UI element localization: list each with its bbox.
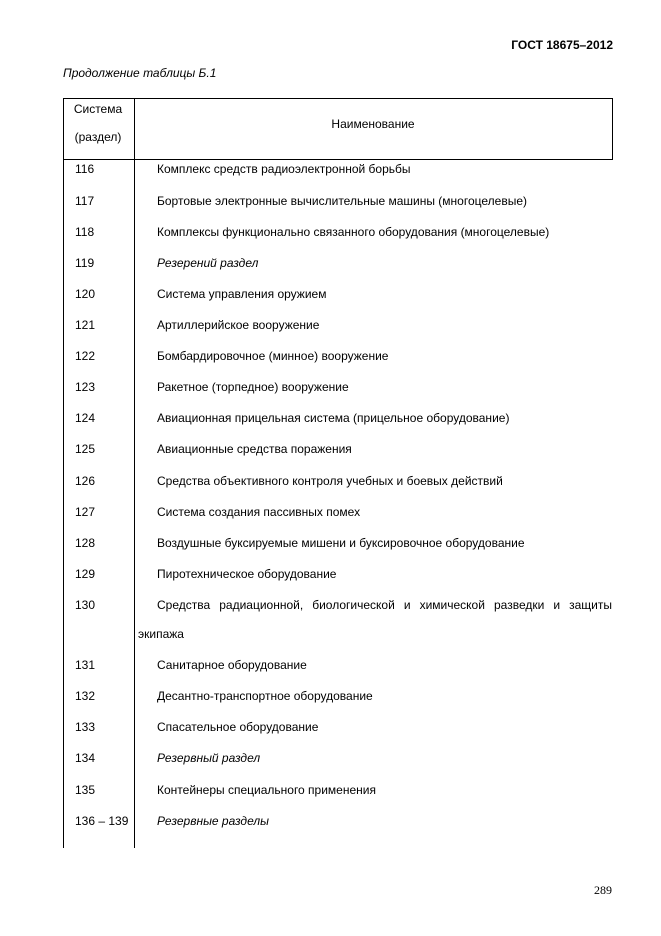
row-name: Контейнеры специального применения	[157, 783, 376, 797]
standard-designation: ГОСТ 18675–2012	[511, 38, 613, 52]
row-code: 127	[75, 505, 96, 519]
row-code: 122	[75, 349, 96, 363]
row-name: Система создания пассивных помех	[157, 505, 361, 519]
row-name: Авиационная прицельная система (прицельное оборудование)	[157, 411, 510, 425]
row-name: Комплекс средств радиоэлектронной борьбы	[157, 162, 411, 176]
row-name: Резервные разделы	[157, 814, 269, 828]
row-code: 123	[75, 380, 96, 394]
table-left-border	[63, 98, 64, 848]
row-name: Бомбардировочное (минное) вооружение	[157, 349, 389, 363]
row-code: 128	[75, 536, 96, 550]
row-code: 119	[75, 256, 95, 270]
row-code: 129	[75, 567, 96, 581]
row-code: 124	[75, 411, 96, 425]
row-code: 117	[75, 194, 95, 208]
row-code: 121	[75, 318, 96, 332]
row-name: Артиллерийское вооружение	[157, 318, 320, 332]
column-header-system-line2: (раздел)	[74, 130, 122, 144]
column-header-system-line1: Система	[73, 102, 123, 116]
row-name-line2: экипажа	[138, 627, 184, 641]
row-name: Комплексы функционально связанного оборудования (многоцелевые)	[157, 225, 550, 239]
row-name: Санитарное оборудование	[157, 658, 307, 672]
row-name: Авиационные средства поражения	[157, 442, 352, 456]
row-name: Бортовые электронные вычислительные машины (многоцелевые)	[157, 194, 527, 208]
row-code: 126	[75, 474, 96, 488]
row-code: 134	[75, 751, 96, 765]
row-name: Пиротехническое оборудование	[157, 567, 337, 581]
row-name: Десантно-транспортное оборудование	[157, 689, 373, 703]
row-code: 116	[75, 162, 95, 176]
table-top-border	[63, 98, 612, 99]
row-code: 130	[75, 598, 96, 612]
row-name: Ракетное (торпедное) вооружение	[157, 380, 349, 394]
row-name: Спасательное оборудование	[157, 720, 319, 734]
row-name: Резерений раздел	[157, 256, 259, 270]
table-column-divider	[134, 98, 135, 848]
row-name-line1: Средства радиационной, биологической и химической разведки и защиты	[157, 598, 612, 612]
row-code: 118	[75, 225, 95, 239]
column-header-name: Наименование	[331, 117, 415, 131]
table-caption: Продолжение таблицы Б.1	[63, 66, 217, 80]
row-name: Средства объективного контроля учебных и боевых действий	[157, 474, 503, 488]
row-code: 133	[75, 720, 96, 734]
table-right-border	[612, 98, 613, 160]
row-code: 136 – 139	[75, 814, 129, 828]
row-name: Резервный раздел	[157, 751, 261, 765]
row-code: 131	[75, 658, 96, 672]
row-code: 135	[75, 783, 96, 797]
row-code: 120	[75, 287, 96, 301]
page-number: 289	[594, 883, 612, 897]
row-code: 125	[75, 442, 96, 456]
row-name: Система управления оружием	[157, 287, 327, 301]
row-name: Воздушные буксируемые мишени и буксировочное оборудование	[157, 536, 525, 550]
table-header-divider	[63, 159, 612, 160]
row-code: 132	[75, 689, 96, 703]
